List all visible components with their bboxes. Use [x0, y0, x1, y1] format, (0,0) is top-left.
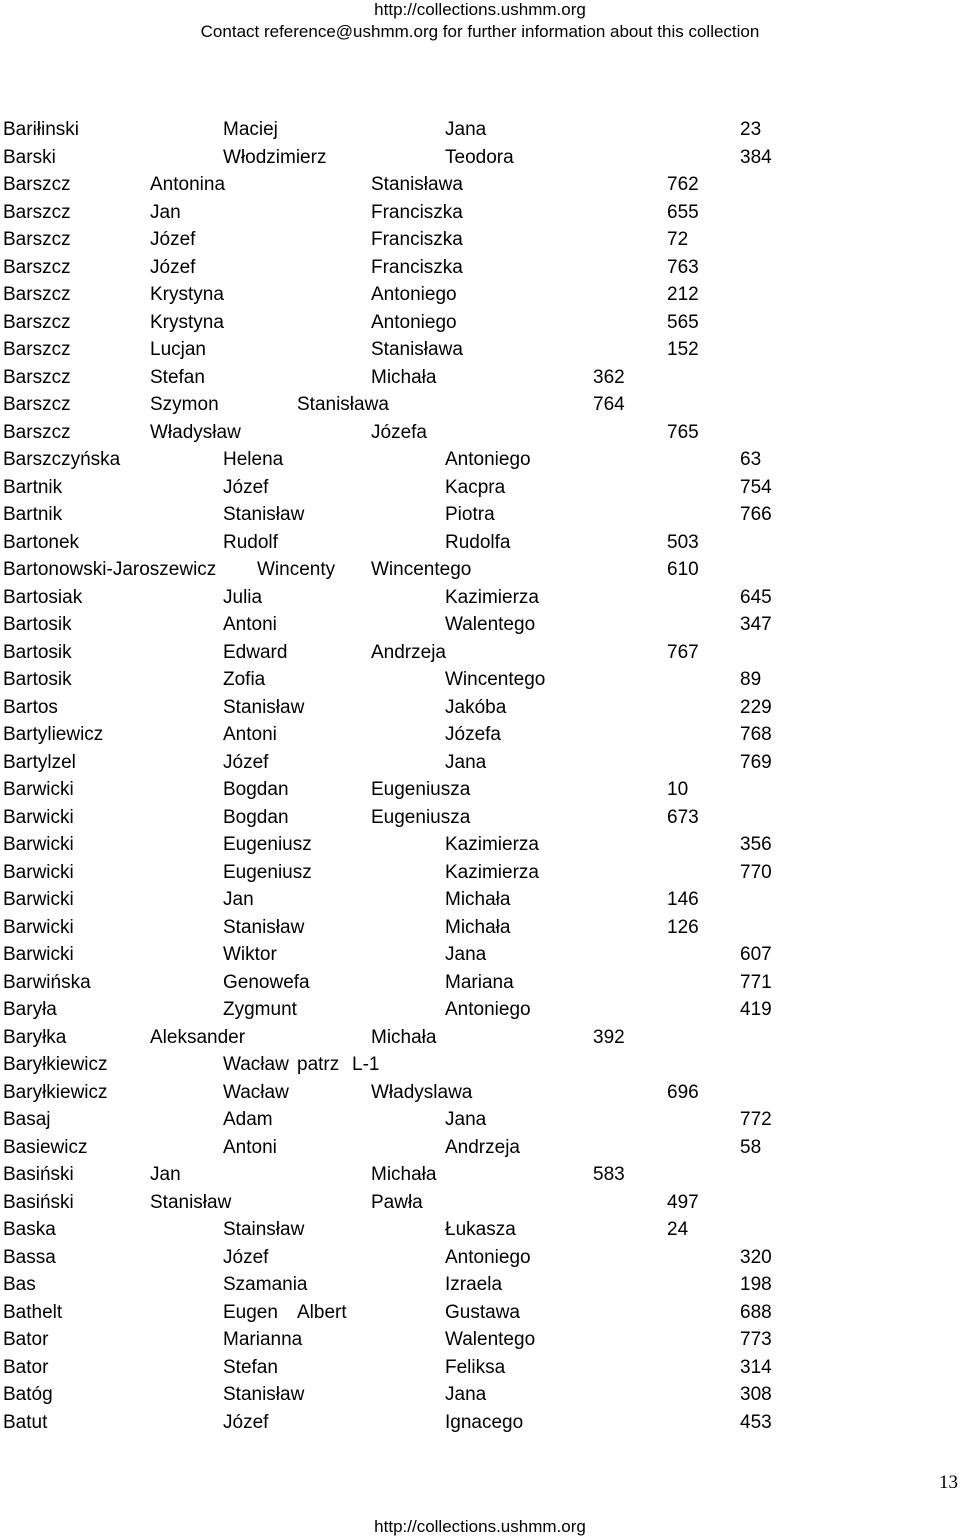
- record-number: 655: [667, 201, 699, 223]
- given-name: Rudolf: [223, 531, 278, 553]
- list-item: [0, 1164, 960, 1192]
- given-name: Helena: [223, 449, 284, 470]
- list-item: [0, 862, 960, 890]
- father-name: Kacpra: [445, 476, 506, 498]
- footer-collection-url: http://collections.ushmm.org: [374, 1517, 586, 1536]
- surname: Baska: [3, 1219, 56, 1240]
- given-name: Józef: [150, 256, 196, 278]
- record-number: 696: [667, 1081, 699, 1103]
- surname: Barszcz: [3, 256, 71, 278]
- list-item: [0, 504, 960, 532]
- record-number: 768: [740, 724, 772, 745]
- surname: Bartonek: [3, 531, 80, 553]
- record-number: 497: [667, 1191, 699, 1213]
- list-item: [0, 1137, 960, 1165]
- list-item: [0, 1302, 960, 1330]
- given-name: Zygmunt: [223, 999, 297, 1020]
- surname: Batut: [3, 1411, 48, 1433]
- list-item: [0, 669, 960, 697]
- given-name: Stanisław: [223, 504, 305, 525]
- surname: Barszcz: [3, 366, 71, 388]
- father-name: Jana: [445, 119, 487, 140]
- surname: Basiński: [3, 1164, 74, 1185]
- given-name: Stefan: [223, 1356, 278, 1378]
- given-name: Jan: [150, 201, 181, 223]
- surname: Bartylzel: [3, 751, 76, 773]
- surname: Barszcz: [3, 421, 71, 443]
- father-name: Władyslawa: [371, 1081, 473, 1103]
- father-name: Gustawa: [445, 1301, 520, 1323]
- list-item: [0, 972, 960, 1000]
- given-name: Józef: [150, 229, 196, 250]
- record-number: 769: [740, 751, 772, 773]
- surname: Bartonowski-Jaroszewicz: [3, 559, 217, 580]
- list-item: [0, 917, 960, 945]
- record-number: 767: [667, 641, 699, 663]
- father-name: Jana: [445, 751, 487, 773]
- given-name: Genowefa: [223, 971, 310, 993]
- list-item: [0, 1329, 960, 1357]
- surname: Bartnik: [3, 504, 63, 525]
- given-name: Stanisław: [223, 916, 305, 938]
- record-number: 688: [740, 1301, 772, 1323]
- father-name: Kazimierza: [445, 834, 539, 855]
- list-item: [0, 312, 960, 340]
- given-name: Jan: [150, 1164, 181, 1185]
- given-name: Krystyna: [150, 284, 224, 305]
- list-item: [0, 477, 960, 505]
- surname: Barwicki: [3, 916, 74, 938]
- surname: Bartyliewicz: [3, 724, 104, 745]
- record-number: 58: [740, 1136, 762, 1158]
- given-name: Maciej: [223, 119, 278, 140]
- record-number: 764: [593, 394, 625, 415]
- given-name: Stanisław: [223, 1384, 305, 1405]
- list-item: [0, 834, 960, 862]
- list-item: [0, 1192, 960, 1220]
- record-number: 63: [740, 449, 762, 470]
- father-name: Antoniego: [445, 449, 531, 470]
- record-number: 347: [740, 614, 772, 635]
- given-name: Edward: [223, 641, 288, 663]
- surname: Bartnik: [3, 476, 63, 498]
- list-item: [0, 1082, 960, 1110]
- record-number: 583: [593, 1164, 625, 1185]
- father-name: Kazimierza: [445, 861, 539, 883]
- surname: Basiński: [3, 1191, 74, 1213]
- given-name: Wincenty: [257, 559, 336, 580]
- list-item: [0, 1247, 960, 1275]
- surname: Baryłkiewicz: [3, 1081, 108, 1103]
- surname: Barwicki: [3, 834, 74, 855]
- list-item: [0, 1054, 960, 1082]
- given-name: Józef: [223, 751, 269, 773]
- list-item: [0, 724, 960, 752]
- record-number: 89: [740, 669, 762, 690]
- father-name: Wincentego: [445, 669, 546, 690]
- record-number: 607: [740, 944, 772, 965]
- father-name: Kazimierza: [445, 586, 539, 608]
- given-name: Stefan: [150, 366, 205, 388]
- father-name: Feliksa: [445, 1356, 506, 1378]
- surname: Barszczyńska: [3, 449, 121, 470]
- father-name: Stanisława: [371, 339, 463, 360]
- father-name: Walentego: [445, 1329, 536, 1350]
- father-name: Piotra: [445, 504, 495, 525]
- record-number: 673: [667, 806, 699, 828]
- record-number: 772: [740, 1109, 772, 1130]
- list-item: [0, 1384, 960, 1412]
- list-item: [0, 1219, 960, 1247]
- list-item: [0, 1357, 960, 1385]
- record-number: 762: [667, 174, 699, 195]
- list-item: [0, 532, 960, 560]
- given-name: Stainsław: [223, 1219, 305, 1240]
- surname: Bartosik: [3, 614, 72, 635]
- see-note: patrz: [297, 1054, 340, 1075]
- given-name: Wiktor: [223, 944, 277, 965]
- father-name: Eugeniusza: [371, 806, 471, 828]
- surname: Barwicki: [3, 944, 74, 965]
- given-name: Antoni: [223, 1136, 277, 1158]
- surname: Barszcz: [3, 229, 71, 250]
- surname: Bator: [3, 1329, 49, 1350]
- father-name: Michała: [371, 1164, 437, 1185]
- record-number: 770: [740, 861, 772, 883]
- record-number: 320: [740, 1246, 772, 1268]
- surname: Barszcz: [3, 201, 71, 223]
- father-name: Jana: [445, 1384, 487, 1405]
- father-name: Franciszka: [371, 229, 463, 250]
- list-item: [0, 1109, 960, 1137]
- record-number: 146: [667, 889, 699, 910]
- surname: Barski: [3, 146, 56, 168]
- father-name: Antoniego: [445, 999, 531, 1020]
- surname: Batóg: [3, 1384, 53, 1405]
- list-item: [0, 229, 960, 257]
- record-number: 453: [740, 1411, 772, 1433]
- list-item: [0, 284, 960, 312]
- list-item: [0, 807, 960, 835]
- record-number: 126: [667, 916, 699, 938]
- father-name: Eugeniusza: [371, 779, 471, 800]
- father-name: Walentego: [445, 614, 536, 635]
- given-name: Julia: [223, 586, 263, 608]
- record-number: 766: [740, 504, 772, 525]
- list-item: [0, 999, 960, 1027]
- surname: Bartos: [3, 696, 58, 718]
- father-name: Antoniego: [445, 1246, 531, 1268]
- given-name: Antonina: [150, 174, 226, 195]
- given-name: Adam: [223, 1109, 273, 1130]
- father-name: Jana: [445, 1109, 487, 1130]
- surname: Bartosiak: [3, 586, 83, 608]
- cross-reference: L-1: [352, 1054, 380, 1075]
- surname: Bator: [3, 1356, 49, 1378]
- surname: Barszcz: [3, 284, 71, 305]
- record-number: 23: [740, 119, 762, 140]
- given-name: Szymon: [150, 394, 219, 415]
- father-name: Rudolfa: [445, 531, 511, 553]
- surname: Bassa: [3, 1246, 56, 1268]
- given-name: Jan: [223, 889, 254, 910]
- given-name: Krystyna: [150, 311, 224, 333]
- given-name: Józef: [223, 476, 269, 498]
- record-number: 356: [740, 834, 772, 855]
- surname: Bariłinski: [3, 119, 80, 140]
- list-item: [0, 752, 960, 780]
- father-name: Józefa: [371, 421, 427, 443]
- second-given-name: Albert: [297, 1301, 347, 1323]
- given-name: Zofia: [223, 669, 266, 690]
- list-item: [0, 614, 960, 642]
- record-number: 610: [667, 559, 699, 580]
- list-item: [0, 587, 960, 615]
- surname: Barszcz: [3, 394, 71, 415]
- surname: Barwicki: [3, 779, 74, 800]
- list-item: [0, 1027, 960, 1055]
- father-name: Stanisława: [371, 174, 463, 195]
- father-name: Michała: [445, 889, 511, 910]
- record-number: 72: [667, 229, 689, 250]
- given-name: Włodzimierz: [223, 146, 327, 168]
- father-name: Ignacego: [445, 1411, 524, 1433]
- record-number: 503: [667, 531, 699, 553]
- given-name: Eugeniusz: [223, 834, 312, 855]
- record-number: 419: [740, 999, 772, 1020]
- father-name: Józefa: [445, 724, 501, 745]
- father-name: Andrzeja: [371, 641, 446, 663]
- given-name: Stanisław: [223, 696, 305, 718]
- surname: Baryłkiewicz: [3, 1054, 108, 1075]
- record-number: 314: [740, 1356, 772, 1378]
- surname: Barwińska: [3, 971, 91, 993]
- father-name: Antoniego: [371, 311, 457, 333]
- given-name: Eugeniusz: [223, 861, 312, 883]
- list-item: [0, 202, 960, 230]
- record-number: 754: [740, 476, 772, 498]
- record-number: 198: [740, 1274, 772, 1295]
- father-name: Franciszka: [371, 201, 463, 223]
- list-item: [0, 367, 960, 395]
- surname: Barszcz: [3, 311, 71, 333]
- surname: Barwicki: [3, 861, 74, 883]
- record-number: 308: [740, 1384, 772, 1405]
- record-number: 384: [740, 146, 772, 168]
- list-item: [0, 174, 960, 202]
- given-name: Szamania: [223, 1274, 308, 1295]
- record-number: 765: [667, 421, 699, 443]
- father-name: Izraela: [445, 1274, 503, 1295]
- list-item: [0, 339, 960, 367]
- father-name: Franciszka: [371, 256, 463, 278]
- record-number: 773: [740, 1329, 772, 1350]
- list-item: [0, 119, 960, 147]
- surname: Barwicki: [3, 806, 74, 828]
- given-name: Władysław: [150, 421, 241, 443]
- list-item: [0, 422, 960, 450]
- father-name: Michała: [371, 1026, 437, 1048]
- given-name: Lucjan: [150, 339, 206, 360]
- given-name: Marianna: [223, 1329, 303, 1350]
- father-name: Mariana: [445, 971, 514, 993]
- given-name: Józef: [223, 1246, 269, 1268]
- given-name: Wacław: [223, 1081, 289, 1103]
- list-item: [0, 944, 960, 972]
- father-name: Andrzeja: [445, 1136, 520, 1158]
- surname: Bartosik: [3, 669, 72, 690]
- father-name: Jakóba: [445, 696, 507, 718]
- surname: Baryłka: [3, 1026, 67, 1048]
- surname: Basiewicz: [3, 1136, 88, 1158]
- list-item: [0, 889, 960, 917]
- surname: Baryła: [3, 999, 57, 1020]
- father-name: Wincentego: [371, 559, 472, 580]
- surname: Barszcz: [3, 339, 71, 360]
- given-name: Antoni: [223, 614, 277, 635]
- father-name: Teodora: [445, 146, 514, 168]
- surname: Bathelt: [3, 1301, 63, 1323]
- surname: Basaj: [3, 1109, 51, 1130]
- header-collection-url: http://collections.ushmm.org: [374, 0, 586, 19]
- record-number: 24: [667, 1219, 689, 1240]
- surname: Barszcz: [3, 174, 71, 195]
- record-number: 152: [667, 339, 699, 360]
- given-name: Aleksander: [150, 1026, 246, 1048]
- record-number: 10: [667, 779, 689, 800]
- list-item: [0, 449, 960, 477]
- given-name: Józef: [223, 1411, 269, 1433]
- given-name: Eugen: [223, 1301, 278, 1323]
- header-contact-note: Contact reference@ushmm.org for further information about this collection: [200, 22, 760, 41]
- father-name: Stanisława: [297, 394, 389, 415]
- father-name: Michała: [371, 366, 437, 388]
- name-list: [0, 119, 960, 1439]
- given-name: Wacław: [223, 1054, 289, 1075]
- record-number: 645: [740, 586, 772, 608]
- list-item: [0, 779, 960, 807]
- record-number: 763: [667, 256, 699, 278]
- list-item: [0, 147, 960, 175]
- father-name: Michała: [445, 916, 511, 938]
- record-number: 362: [593, 366, 625, 388]
- page-number: 13: [939, 1472, 958, 1493]
- surname: Barwicki: [3, 889, 74, 910]
- record-number: 771: [740, 971, 772, 993]
- father-name: Łukasza: [445, 1219, 516, 1240]
- father-name: Pawła: [371, 1191, 423, 1213]
- list-item: [0, 1274, 960, 1302]
- surname: Bartosik: [3, 641, 72, 663]
- list-item: [0, 394, 960, 422]
- given-name: Antoni: [223, 724, 277, 745]
- list-item: [0, 642, 960, 670]
- given-name: Stanisław: [150, 1191, 232, 1213]
- given-name: Bogdan: [223, 806, 289, 828]
- given-name: Bogdan: [223, 779, 289, 800]
- surname: Bas: [3, 1274, 36, 1295]
- record-number: 212: [667, 284, 699, 305]
- record-number: 392: [593, 1026, 625, 1048]
- list-item: [0, 1412, 960, 1440]
- list-item: [0, 559, 960, 587]
- record-number: 565: [667, 311, 699, 333]
- father-name: Antoniego: [371, 284, 457, 305]
- father-name: Jana: [445, 944, 487, 965]
- record-number: 229: [740, 696, 772, 718]
- list-item: [0, 257, 960, 285]
- list-item: [0, 697, 960, 725]
